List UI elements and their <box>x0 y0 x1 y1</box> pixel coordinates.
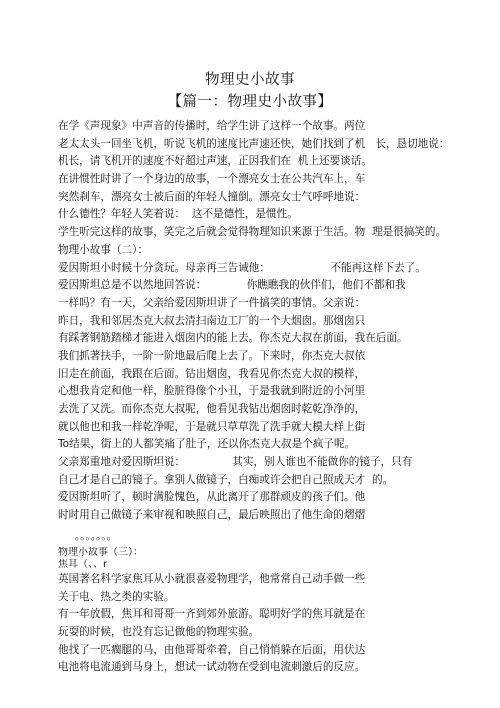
text-line: 在讲惯性时讲了一个身边的故事，一个漂亮女士在公共汽车上，车 <box>58 173 366 186</box>
text-line: 关于电、热之类的实验。 <box>58 590 175 603</box>
ellipsis-line: 。。。。。。。 <box>58 529 118 542</box>
text-line: 旧走在前面，我跟在后面。钻出烟囱，我看见你杰克大叔的模样， <box>58 367 366 380</box>
text-line: 爱因斯坦听了，顿时满脸愧色，从此离开了那群顽皮的孩子们。他 <box>58 491 366 504</box>
document-title: 物理史小故事 <box>205 72 295 88</box>
text-line: 去洗了又洗。而你杰克大叔呢，他看见我钻出烟囱时乾乾净净的， <box>58 403 366 415</box>
text-line: 时时用自己做镜子来审视和映照自己，最后映照出了他生命的熠熠 <box>58 509 366 522</box>
text-line: 有踩著钢筋踏梯才能进入烟囱内的能上去。你杰克大叔在前面，我在后面。 <box>58 332 408 345</box>
text-line: 在学《声现象》中声音的传播时，给学生讲了这样一个故事。两位 <box>58 120 366 132</box>
text-line: 一样吗？有一天，父亲给爱因斯坦讲了一件搞笑的事情。父亲说： <box>58 296 366 309</box>
text-line: 昨日，我和邻居杰克大叔去清扫南边工厂的一个大烟囱。那烟囱只 <box>58 314 366 327</box>
text-line: 玩耍的时候，也没有忘记做他的物理实验。 <box>58 625 260 638</box>
document-body <box>58 118 478 677</box>
text-line: 有一年放假，焦耳和哥哥一齐到郊外旅游。聪明好学的焦耳就是在 <box>58 608 366 621</box>
text-line: 学生听完这样的故事，笑完之后就会觉得物理知识来源于生活。物 理是很搞笑的。 <box>58 226 447 239</box>
text-line: 心想我肯定和他一样，脸脏得像个小丑，于是我就到附近的小河里 <box>58 385 366 398</box>
text-line: 突然刹车，漂亮女士被后面的年轻人撞倒。漂亮女士气呼呼地说： <box>58 190 366 203</box>
text-line: 爱因斯坦总是不以然地回答说： 你瞧瞧我的伙伴们，他们不都和我 <box>58 279 406 292</box>
text-line: 老太太头一回坐飞机，听说飞机的速度比声速还快，她们找到了机 长，恳切地说： <box>58 137 450 150</box>
text-line: 就以他也和我一样乾净呢，于是就只草草洗了洗手就大模大样上街 <box>58 420 366 433</box>
text-line: 机长，请飞机开的速度不好超过声速，正因我们在 机上还要谈话。 <box>58 155 372 168</box>
text-line: 英国著名科学家焦耳从小就很喜爱物理学，他常常自己动手做一些 <box>58 572 366 585</box>
text-line: To结果，街上的人都笑痛了肚子，还以你杰克大叔是个疯子呢。 <box>58 438 356 451</box>
text-line: 他找了一匹瘸腿的马，由他哥哥牵着，自己悄悄躲在后面，用伏达 <box>58 643 366 656</box>
section-heading: 【篇一：物理史小故事】 <box>167 94 333 110</box>
section-label-3: 物理小故事（三）： <box>58 546 143 558</box>
text-line: 电池将电流通到马身上，想试一试动物在受到电流刺激后的反应。 <box>58 661 366 674</box>
text-line: 焦耳（、、r <box>58 558 108 570</box>
text-line: 我们抓著扶手，一阶一阶地最后爬上去了。下来时，你杰克大叔依 <box>58 349 366 362</box>
text-line: 爱因斯坦小时候十分贪玩。母亲再三告诫他： 不能再这样下去了。 <box>58 261 426 274</box>
section-label-2: 物理小故事（二）： <box>58 243 149 256</box>
text-line: 父亲郑重地对爱因斯坦说： 其实，别人谁也不能做你的镜子，只有 <box>58 456 413 469</box>
text-line: 什么德性？年轻人笑着说： 这不是德性，是惯性。 <box>58 208 298 221</box>
text-line: 自己才是自己的镜子。拿别人做镜子，白痴或许会把自己照成天才 的。 <box>58 473 394 486</box>
